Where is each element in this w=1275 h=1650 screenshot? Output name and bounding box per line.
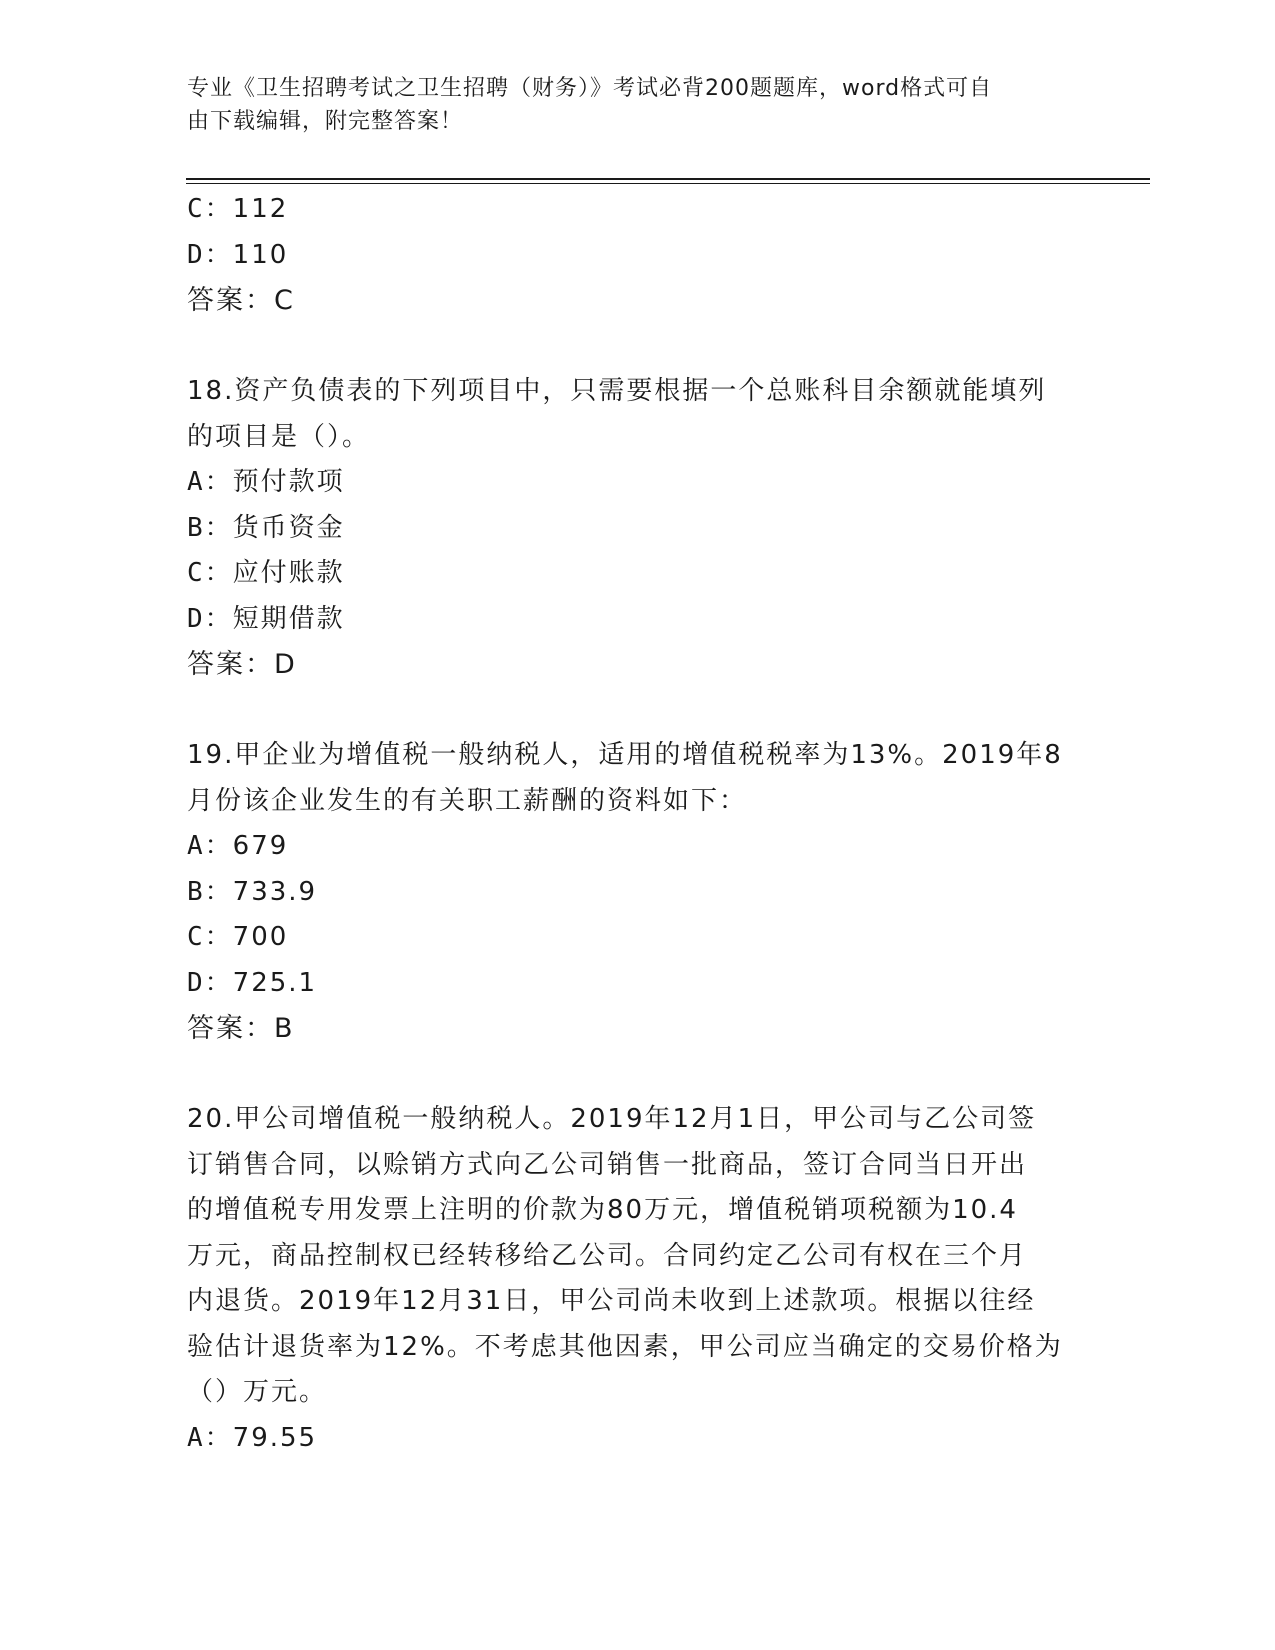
question-text-line: 的项目是（）。 [187, 421, 371, 452]
option-key: C： [187, 194, 233, 224]
answer-line: 答案：C [187, 285, 295, 316]
option-a [187, 460, 1087, 506]
option-a [187, 824, 1087, 870]
question-text-line: 内退货。2019年12月31日，甲公司尚未收到上述款项。根据以往经 [187, 1286, 1036, 1316]
option-text: 733.9 [232, 876, 318, 907]
answer-line: 答案：B [187, 1013, 295, 1044]
question-content [187, 187, 1087, 1461]
option-d [187, 597, 1087, 643]
answer-line: 答案：D [187, 649, 297, 680]
question-text-line: 月份该企业发生的有关职工薪酬的资料如下： [187, 785, 748, 816]
question-text-line: 验估计退货率为12%。不考虑其他因素，甲公司应当确定的交易价格为 [187, 1331, 1063, 1362]
option-text: 725.1 [232, 967, 318, 998]
option-d [187, 961, 1087, 1007]
option-text: 110 [232, 239, 289, 270]
question-text-line: 20.甲公司增值税一般纳税人。2019年12月1日，甲公司与乙公司签 [187, 1104, 1037, 1134]
option-key: C： [187, 558, 233, 588]
option-key: D： [187, 967, 233, 998]
option-key: D： [187, 603, 233, 634]
option-text: 货币资金 [232, 512, 345, 543]
question-text-line: （）万元。 [187, 1377, 328, 1407]
option-key: B： [187, 512, 233, 543]
header-line-1: 专业《卫生招聘考试之卫生招聘（财务）》考试必背200题题库，word格式可自 [187, 76, 993, 101]
option-c [187, 915, 1087, 961]
question-20 [187, 1097, 1087, 1461]
option-key: B： [187, 876, 233, 907]
page-header [187, 72, 1067, 138]
option-c [187, 187, 1087, 233]
question-18 [187, 369, 1087, 688]
option-text: 112 [232, 194, 289, 224]
spacer [187, 1052, 1087, 1098]
question-text-line: 的增值税专用发票上注明的价款为80万元，增值税销项税额为10.4 [187, 1195, 1018, 1225]
option-text: 79.55 [232, 1422, 318, 1453]
option-b [187, 506, 1087, 552]
option-key: A： [187, 831, 233, 861]
question-text-line: 18.资产负债表的下列项目中，只需要根据一个总账科目余额就能填列 [187, 376, 1047, 406]
option-text: 应付账款 [232, 558, 345, 588]
header-divider-thick [186, 178, 1150, 180]
option-text: 短期借款 [232, 603, 345, 634]
option-text: 预付款项 [232, 467, 345, 497]
option-b [187, 870, 1087, 916]
question-17-continued [187, 187, 1087, 324]
question-text-line: 订销售合同，以赊销方式向乙公司销售一批商品，签订合同当日开出 [187, 1149, 1028, 1180]
header-line-2: 由下载编辑，附完整答案！ [187, 109, 464, 134]
option-key: C： [187, 922, 233, 952]
header-divider-thin [186, 183, 1150, 184]
option-d [187, 233, 1087, 279]
spacer [187, 688, 1087, 734]
option-key: A： [187, 1422, 233, 1453]
spacer [187, 324, 1087, 370]
question-text-line: 万元，商品控制权已经转移给乙公司。合同约定乙公司有权在三个月 [187, 1240, 1028, 1271]
option-c [187, 551, 1087, 597]
option-key: A： [187, 467, 233, 497]
option-a [187, 1416, 1087, 1462]
option-text: 700 [232, 922, 289, 952]
question-text-line: 19.甲企业为增值税一般纳税人，适用的增值税税率为13%。2019年8 [187, 740, 1063, 770]
option-text: 679 [232, 831, 289, 861]
question-19 [187, 733, 1087, 1052]
option-key: D： [187, 239, 233, 270]
